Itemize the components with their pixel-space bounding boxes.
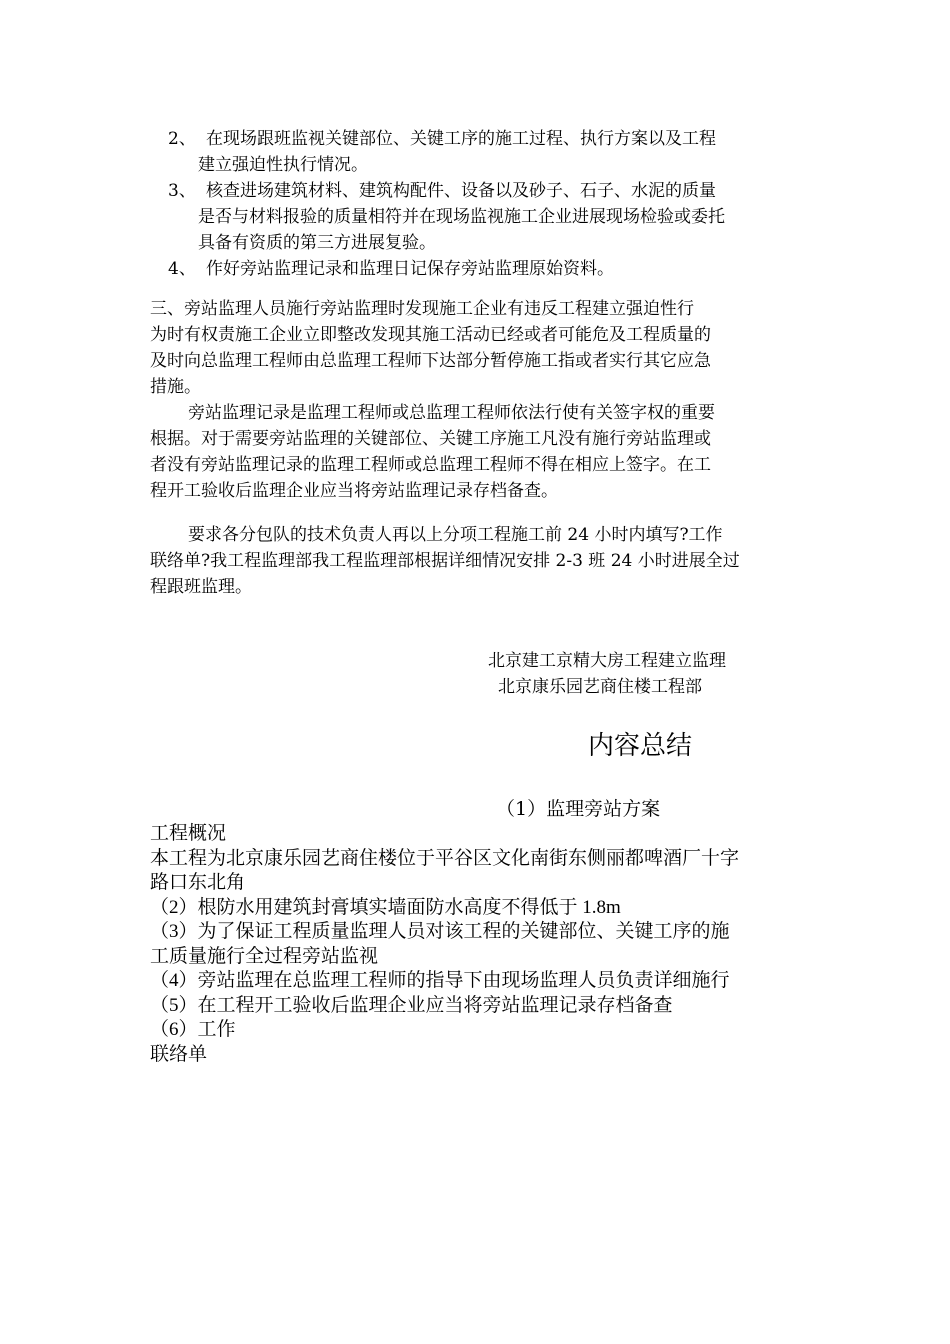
signature-department: 北京康乐园艺商住楼工程部 <box>498 677 702 697</box>
list-text: 核查进场建筑材料、建筑构配件、设备以及砂子、石子、水泥的质量 是否与材料报验的质量相符并在现场监视施工企业进展现场检验或委托 具备有资质的第三方进展复验。 <box>198 181 725 253</box>
summary-line: 路口东北角 <box>150 872 246 893</box>
summary-line: 工程概况 <box>150 823 227 844</box>
summary-line: 联络单 <box>150 1043 208 1065</box>
request-paragraph: 要求各分包队的技术负责人再以上分项工程施工前 24 小时内填写?工作 联络单?我工程监理部我工程监理部根据详细情况安排 2-3 班 24 小时进展全过 程跟班监理。 <box>150 525 740 597</box>
summary-line: 工质量施行全过程旁站监视 <box>150 945 379 967</box>
list-number: 4、 <box>168 259 196 279</box>
list-text: 在现场跟班监视关键部位、关键工序的施工过程、执行方案以及工程 建立强迫性执行情况。 <box>198 129 716 175</box>
summary-line: 本工程为北京康乐园艺商住楼位于平谷区文化南街东侧丽都啤酒厂十字 <box>150 847 740 869</box>
summary-line: （6）工作 <box>150 1019 236 1040</box>
signature-company: 北京建工京精大房工程建立监理 <box>488 651 726 671</box>
section-three: 三、旁站监理人员施行旁站监理时发现施工企业有违反工程建立强迫性行 为时有权责施工企业立即整改发现其施工活动已经或者可能危及工程质量的 及时向总监理工程师由总监理工程师下达部分暂停施工指或者实行其它应急 措施。 <box>150 299 711 397</box>
record-paragraph: 旁站监理记录是监理工程师或总监理工程师依法行使有关签字权的重要 根据。对于需要旁站监理的关键部位、关键工序施工凡没有施行旁站监理或 者没有旁站监理记录的监理工程师或总监理工程师不得在相应上签字。在工 程开工验收后监理企业应当将旁站监理记录存档备查。 <box>150 403 715 501</box>
list-item <box>168 126 808 178</box>
summary-title: 内容总结 <box>588 731 693 761</box>
list-text: 作好旁站监理记录和监理日记保存旁站监理原始资料。 <box>206 259 614 279</box>
list-number: 2、 <box>168 129 196 149</box>
list-item <box>168 256 808 282</box>
summary-line: （2）根防水用建筑封膏填实墙面防水高度不得低于 1.8m <box>150 896 621 918</box>
summary-line: （5）在工程开工验收后监理企业应当将旁站监理记录存档备查 <box>150 994 673 1016</box>
list-item <box>168 178 808 256</box>
list-number: 3、 <box>168 181 196 201</box>
summary-line: （3）为了保证工程质量监理人员对该工程的关键部位、关键工序的施 <box>150 921 730 942</box>
summary-body <box>150 822 800 1067</box>
summary-line: （4）旁站监理在总监理工程师的指导下由现场监理人员负责详细施行 <box>150 970 730 991</box>
summary-subtitle: （1）监理旁站方案 <box>496 798 661 820</box>
duty-list <box>168 126 808 282</box>
